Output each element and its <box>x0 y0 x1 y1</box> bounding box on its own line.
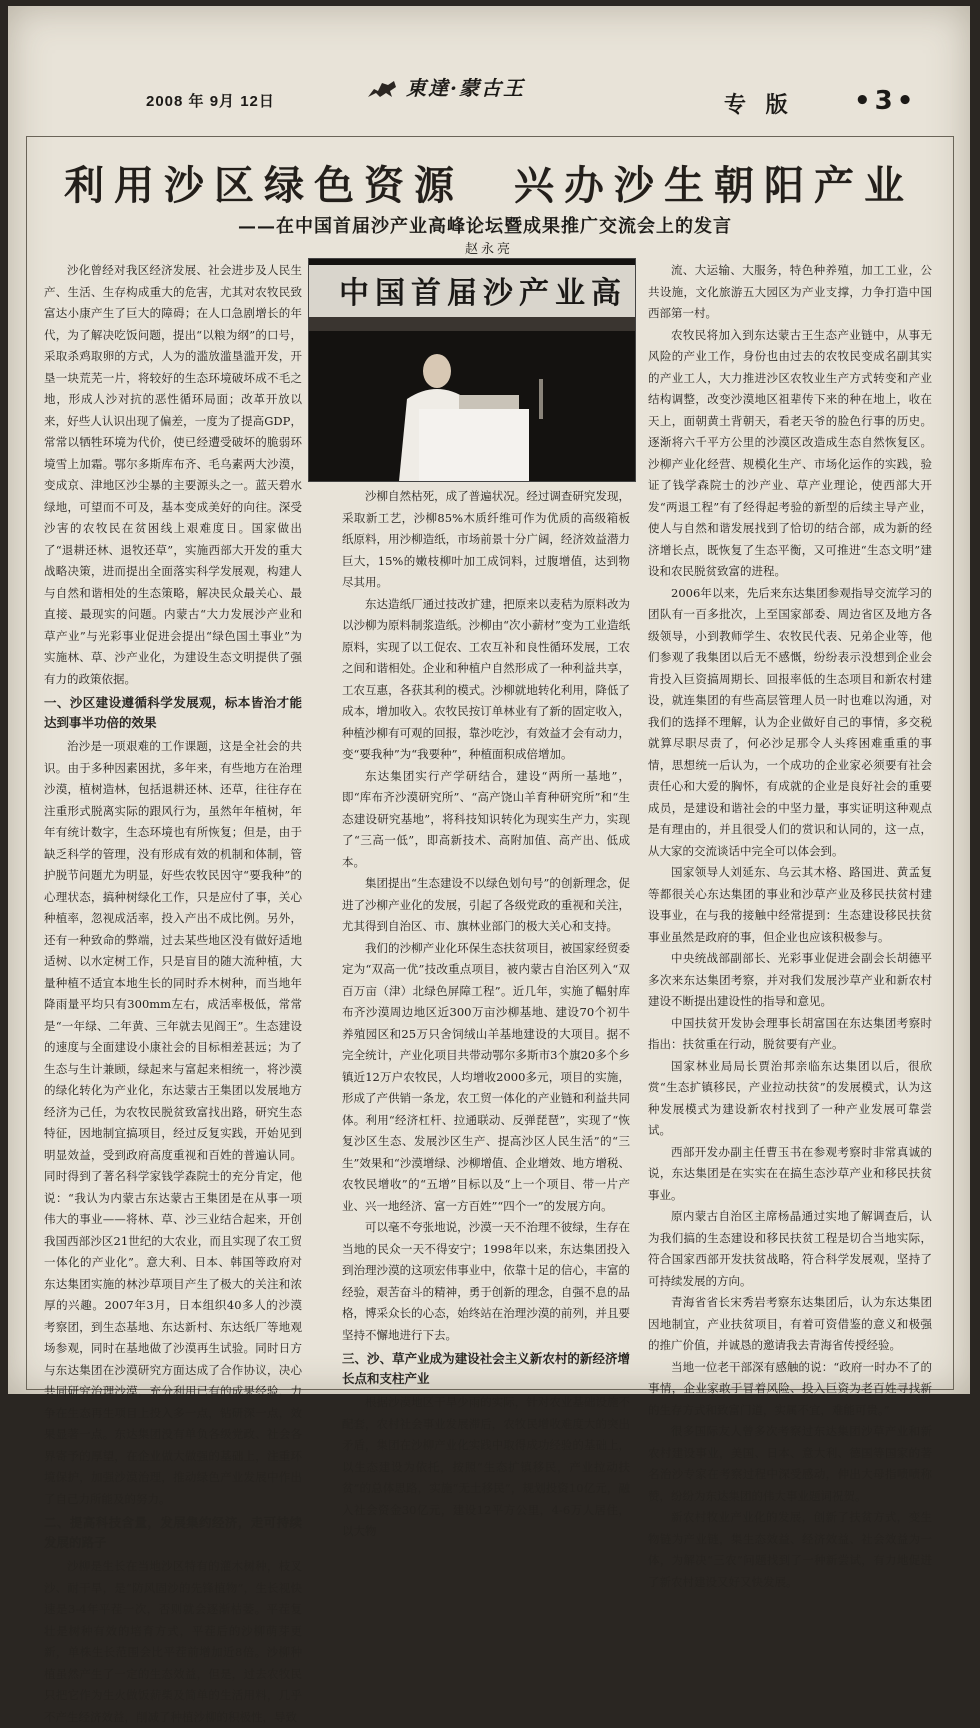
paragraph: 东达造纸厂通过技改扩建，把原来以麦秸为原料改为以沙柳为原料制浆造纸。沙柳由“次小薪材”变为工业造纸原料，实现了以工促农、工农互补和良性循环发展，工农之间和谐相处。企业和种植户自然形成了一种利益共享，工农互惠，各获其利的模式。沙柳就地转化利用，降低了成本，增加收入。农牧民按订单林业有了新的固定收入，种植沙柳有可观的回报，靠沙吃沙，有效益才会有动力，变“要我种”为“我要种”，种植面积成倍增加。 <box>342 596 630 761</box>
issue-date: 2008 年 9月 12日 <box>146 93 275 110</box>
horse-logo-icon <box>366 79 400 101</box>
article-subtitle: ——在中国首届沙产业高峰论坛暨成果推广交流会上的发言 <box>238 216 732 237</box>
paragraph: 治沙是一项艰难的工作课题，这是全社会的共识。由于多种因素困扰，多年来，有些地方在治理沙漠，植树造林，包括退耕还林、还草，往往存在注重形式脱离实际的跟风行为，虽然年年植树，年年有统计数字，生态环境也有所恢复；但是，由于缺乏科学的管理，没有形成有效的机制和体制，管护脱节问题尤为明显，好些农牧民因守“要我种”的心理状态，搞种树绿化工作，只是应付了事，关心种植率，忽视成活率，投入产出不成比例。另外，还有一种致命的弊端，过去某些地区没有做好适地适树、以水定树工作，只是盲目的随大流种植，大量种植不适宜本地生长的同时乔木树种，而当地年降雨量平均只有300mm左右，成活率极低，常常是“一年绿、二年黄、三年就去见阎王”。生态建设的速度与全面建设小康社会的目标相差甚远；为了生态与生计兼顾，绿起来与富起来相统一，将沙漠的绿化转化为产业化，东达蒙古王集团以发展地方经济为己任，为农牧民脱贫致富找出路，研究生态特征，因地制宜搞项目，经过反复实践，开始见到明显效益，受到政府高度重视和百姓的普遍认同。同时得到了著名科学家钱学森院士的充分肯定，他说：“我认为内蒙古东达蒙古王集团是在从事一项伟大的事业——将林、草、沙三业结合起来，开创我国西部沙区21世纪的大农业，而且实现了农工贸一体化的产业化”。意大利、日本、韩国等政府对东达集团实施的林沙草项目产生了极大的关注和浓厚的兴趣。2007年3月，日本组织40多人的沙漠考察团，到生态基地、东达新村、东达纸厂等地观场参观，同时在基地做了沙漠再生试验。同时日方与东达集团在沙漠研究方面达成了合作协议，决心共同研究治理沙漠，充分利用已有的成果经验，力争在生态再生项目上投入多一点，钻研深一点，效果显著一点。东达集团没有单负各级党政、社会各界寄予的厚望，在企业做大做强的基础上，注重环境保护，加强沙漠治理，推动绿色产业发展中作出了自己力所能及的努力。 <box>44 739 302 1506</box>
section-heading-1: 一、沙区建设遵循科学发展观，标本皆治才能达到事半功倍的效果 <box>44 695 302 730</box>
paragraph: 很多国际友人曾多次考察过东达集团沙草产业和新农村建设事业，美国、日本、意大利、德国等国家的著名治沙专家在考察过程中深受感动，伸出大母指啧啧称赞，纷纷为东达集团的伟大事业题词祝贺。 <box>648 1424 932 1503</box>
paragraph: 我们的沙柳产业化环保生态扶贫项目，被国家经贸委定为“双高一优”技改重点项目，被内蒙古自治区列入“双百万亩（津）北绿色屏障工程”。近几年，实施了輻射库布齐沙漠周边地区近300万亩沙柳基地、建设70个初牛养殖园区和25万只舍饲绒山羊基地建设的大项目。据不完全统计，产业化项目共带动鄂尔多斯市3个旗20多个乡镇近12万户农牧民，人均增收2000多元，项目的实施，形成了产供销一条龙，农工贸一体化的产业链和利益共同体。利用“经济杠杆、拉通联动、反弹琵琶”，实现了“恢复沙区生态、发展沙区生产、提高沙区人民生活”的“三生”效果和“沙漠增绿、沙柳增值、企业增效、地方增税、农牧民增收”的“五增”目标以及“上一个项目、带一片产业、兴一地经济、富一方百姓”“四个一”的发展方向。 <box>342 940 630 1213</box>
page-header <box>8 6 970 126</box>
paragraph: 中央统战部副部长、光彩事业促进会副会长胡德平多次来东达集团考察，并对我们发展沙草产业和新农村建设不断提出建设性的指导和意见。 <box>648 951 932 1008</box>
photo-banner-text: 中国首届沙产业高 <box>339 276 627 311</box>
paragraph: 东达集团实行产学研结合，建设“两所一基地”，即“库布齐沙漠研究所”、“高产饶山羊育种研究所”和“生态建设研究基地”，将科技知识转化为现实生产力，实现了“三高一低”，即高新技术、高附加值、高产出、低成本。 <box>342 768 630 869</box>
paragraph: 青海省省长宋秀岩考察东达集团后，认为东达集团因地制宜，产业扶贫项目，有着可资借鉴的意义和极强的推广价值，并诚恳的邀请我去青海省传授经验。 <box>648 1295 932 1352</box>
paragraph: 2006年以来，先后来东达集团参观指导交流学习的团队有一百多批次，上至国家部委、周边省区及地方各级领导，小到教师学生、农牧民代表、兄弟企业等，他们参观了我集团以后无不感慨，纷纷表示没想到企业会肯投入巨资搞周期长、回报率低的生态项目和新农村建设，就连集团的有些高层管理人员一时也难以沟通，对我们的选择不理解，认为企业做好自己的事情，多交税就算尽职尽责了，何必沙足那令人头疼困难重重的事情，思想统一后认为，一个成功的企业家必须要有社会责任心和大爱的胸怀，有成就的企业是良好社会的重要成员，是建设和谐社会的中坚力量，事实证明这种观点是有理由的，并且很受人们的赏识和认同的，这一点，从大家的交流谈话中完全可以体会到。 <box>648 585 932 858</box>
paragraph: 集团提出“生态建设不以绿色划句号”的创新理念，促进了沙柳产业化的发展，引起了各级党政的重视和关注，尤其得到自治区、市、旗林业部门的极大关心和支持。 <box>342 876 630 933</box>
section-heading-2: 二、提高科技含量，发展集约经济，走可持续发展的路子 <box>44 1515 302 1550</box>
article-title: 利用沙区绿色资源 兴办沙生朝阳产业 <box>64 162 914 209</box>
paragraph: 当地一位老干部深有感触的说：“政府一时办不了的事情，企业家敢于冒着风险、投入巨资为老百姓寻找新的生存方式和致富门道，实属不宜，难能可贵。” <box>648 1359 932 1417</box>
paragraph: 农牧民将加入到东达蒙古王生态产业链中，从事无风险的产业工作，身份也由过去的农牧民变成名副其实的产业工人，大力推进沙区农牧业生产方式转变和产业结构调整，改变沙漠地区祖辈传下来的种在地上，收在天上，面朝黄土背朝天，看老天爷的脸色行事的历史。逐渐将六千平方公里的沙漠区改造成生态自然恢复区。沙柳产业化经营、规模化生产、市场化运作的实践，验证了钱学森院士的沙产业、草产业理论，使西部大开发“两退工程”有了经得起考验的新型的后续主导产业，使人与自然和谐发展找到了恰切的结合部，成为新的经济增长点，既恢复了生态平衡，又可推进“生态文明”建设和农民脱贫致富的进程。 <box>648 327 932 578</box>
masthead <box>366 72 525 101</box>
article-author: 赵永亮 <box>464 242 513 257</box>
article-column-1 <box>44 260 302 1724</box>
paragraph: 可以毫不夸张地说，沙漠一天不治理不彼绿，生存在当地的民众一天不得安宁；1998年以来，东达集团投入到治理沙漠的这项宏伟事业中，依靠十足的信心，丰富的经验，艰苦奋斗的精神，勇于创新的理念，自强不息的品格，博采众长的心态，始终站在治理沙漠的前列，并且要坚持不懈地进行下去。 <box>342 1220 630 1342</box>
article-column-2 <box>342 486 630 1538</box>
paragraph: 沙柳自然枯死，成了普遍状况。经过调查研究发现，采取新工艺，沙柳85%木质纤维可作为优质的高级箱板纸原料，用沙柳造纸，市场前景十分广阔，经济效益潜力巨大，15%的嫩枝柳叶加工成饲料，过腹增值，达到物尽其用。 <box>342 489 630 589</box>
paragraph: 中国扶贫开发协会理事长胡富国在东达集团考察时指出：扶贫重在行动，脱贫要有产业。 <box>648 1015 932 1051</box>
paragraph: 原内蒙古自治区主席杨晶通过实地了解调查后，认为我们搞的生态建设和移民扶贫工程是切合当地实际，符合国家西部开发扶贫战略，符合科学发展观，坚持了可持续发展的方向。 <box>648 1209 932 1288</box>
masthead-title: 東達·蒙古王 <box>406 76 525 100</box>
section-label: 专 版 <box>724 93 794 118</box>
paragraph: 沙化曾经对我区经济发展、社会进步及人民生产、生活、生存构成重大的危害，尤其对农牧民致富达小康产生了巨大的障碍；在人口急剧增长的年代，为了解决吃饭问题，提出“以粮为纲”的口号，采取杀鸡取卵的方式，人为的滥放滥垦滥开发，开垦一块荒芜一片，将较好的生态环境破坏成不毛之地，形成人沙对抗的恶性循环局面；改革开放以来，好些人认识出现了偏差，一度为了提高GDP，常常以牺牲环境为代价，使已经遭受破坏的脆弱环境雪上加霜。鄂尔多斯库布齐、毛乌素两大沙漠，变成京、津地区沙尘暴的主要源头之一。蓝天碧水绿地，可望而不可及，基本变成美好的向往。深受沙害的农牧民在贫困线上艰难度日。国家做出了“退耕还林、退牧还草”，实施西部大开发的重大战略决策，进而提出全面落实科学发展观，构建人与自然和谐相处的生态策略，解决民众最关心、最直接、最现实的问题。内蒙古“大力发展沙产业和草产业”与光彩事业促进会提出“绿色国土事业”为实施林、草、沙产业化，为建设生态文明提供了强有力的政策依据。 <box>44 263 302 686</box>
paragraph: 根据沙漠地区干旱少雨的实际，针对农业基础设施不配套，农村社会事业发展滞后，农牧民增收难度大的突出矛盾，集团在沙柳产业化实践中取得成功经验的基础上，以生态建设为依托，按照“生态扩镇移民，产业拉动扶贫”的总体思路，实施“无土移民”，规划投资10亿元，融入社会资金30亿元，建设12平方公里，4-6万人居住，以大物 <box>342 1395 630 1538</box>
article-column-3 <box>648 260 932 1589</box>
paragraph: 国家领导人刘延东、乌云其木格、路国进、黄孟复等都很关心东达集团的事业和沙草产业及移民扶贫村建设事业，在与我的接触中经常提到：生态建设移民扶贫事业虽然是政府的事，但企业也应该积极参与。 <box>648 865 932 944</box>
paragraph: 沙柳是生长在当地沙区特有的灌木树种，枝叉沙、耐干旱，是“防风固沙的先锋植物”，生长视快速是3-4年平茬一次，否则就会逐渐枯萎。平茬复壮是树种有效的培育方式，平茬后的沙柳萌芽更新，单株生长范围会比平茬前增加近8倍。沙柳种植虽然产生了一定的生态效益，但是，过去农牧民只把它作为生火做饭薪柴及简单的生活用料，几乎不产生经济效益，削减了种植沙柳的积极性，导致 <box>44 1559 302 1724</box>
paragraph: 流、大运输、大服务，特色种养殖，加工工业，公共设施，文化旅游五大园区为产业支撑，力争打造中国西部第一村。 <box>648 263 932 320</box>
paragraph: 西部开发办副主任曹玉书在参观考察时非常真诚的说，东达集团是在实实在在搞生态沙草产业和移民扶贫事业。 <box>648 1144 932 1202</box>
newspaper-page <box>8 6 970 1724</box>
paragraph: 国家林业局局长贾治邦亲临东达集团以后，很欣赏“生态扩镇移民，产业拉动扶贫”的发展模式，认为这种发展模式为建设新农村找到了一种产业发展可靠尝试。 <box>648 1058 932 1137</box>
page-number: •3• <box>854 86 918 116</box>
paragraph: 新农村牧业产业化的发展，创新了扶贫方式，变生物链为产业链，集生态效益、经济效益、社会效益为一体，为解决“三农”问题找到了一种新尝试，有力地促进了新农村建设又好又快发展。 <box>648 1510 932 1589</box>
speaker-photo <box>308 258 636 482</box>
section-heading-3: 三、沙、草产业成为建设社会主义新农村的新经济增长点和支柱产业 <box>342 1351 630 1386</box>
